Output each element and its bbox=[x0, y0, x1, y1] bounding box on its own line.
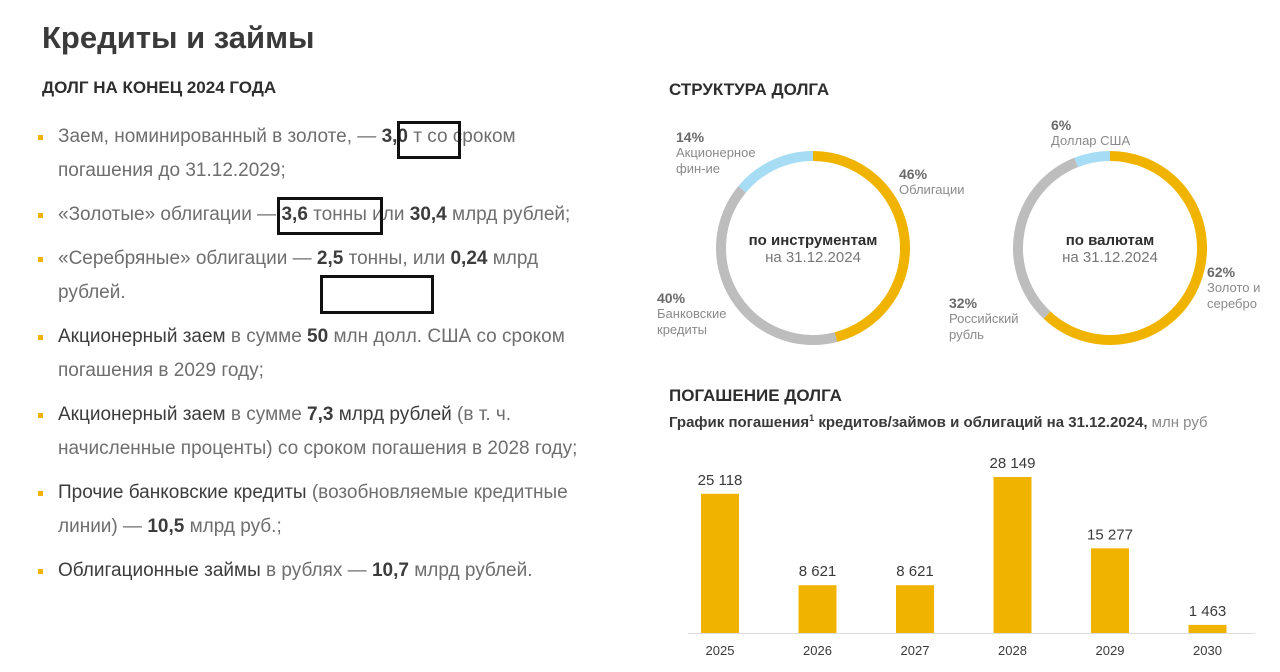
label-shareholder-financing-pct: 14% bbox=[676, 129, 705, 145]
bar-value-label: 8 621 bbox=[896, 563, 934, 581]
debt-item-text: 30,4 bbox=[409, 204, 447, 225]
x-tick-label: 2030 bbox=[1193, 643, 1222, 658]
donut-by-currency-center bbox=[1010, 232, 1210, 266]
debt-item-text: млн долл. США со сроком погашения в 2029 году; bbox=[58, 326, 565, 381]
bar-value-label: 15 277 bbox=[1087, 526, 1133, 544]
x-tick-label: 2026 bbox=[803, 643, 832, 658]
highlight-box-silver-bonds bbox=[320, 275, 434, 314]
debt-item bbox=[38, 320, 598, 388]
label-ruble-pct: 32% bbox=[949, 295, 978, 311]
label-bank-loans bbox=[657, 290, 726, 338]
debt-item-text: (возобновляемые кредитные линии) — bbox=[58, 482, 568, 537]
bar-value-label: 28 149 bbox=[989, 455, 1036, 472]
x-tick-label: 2027 bbox=[900, 643, 930, 658]
debt-item-text: Акционерный заем bbox=[58, 326, 226, 347]
label-shareholder-financing-line2: фин-ие bbox=[676, 161, 720, 176]
donut-by-instrument-center-title: по инструментам bbox=[748, 232, 878, 249]
donut-by-instrument-center-date: на 31.12.2024 bbox=[765, 249, 861, 266]
label-gold-silver-pct: 62% bbox=[1207, 264, 1236, 280]
debt-item-text: «Золотые» облигации — bbox=[58, 204, 282, 225]
debt-item-text: 50 bbox=[307, 326, 329, 347]
bullet-icon bbox=[38, 257, 43, 262]
x-tick-label: 2029 bbox=[1095, 643, 1125, 658]
bar-value-label: 1 463 bbox=[1188, 602, 1227, 620]
bar-value-label: 8 621 bbox=[798, 563, 837, 581]
highlight-box-gold-loan bbox=[397, 121, 461, 159]
bar-2030 bbox=[1189, 625, 1227, 633]
bar-2026 bbox=[799, 585, 837, 633]
label-usd bbox=[1051, 117, 1130, 149]
debt-item bbox=[38, 242, 598, 310]
label-usd-text: Доллар США bbox=[1051, 133, 1131, 148]
repayment-subtitle-rest: кредитов/займов и облигаций на 31.12.2024, bbox=[814, 414, 1148, 431]
debt-item-text: млрд рублей. bbox=[58, 248, 539, 303]
label-ruble-line2: рубль bbox=[949, 327, 984, 342]
label-bonds-text: Облигации bbox=[899, 182, 965, 197]
debt-item-text: Заем, номинированный в золоте, — bbox=[58, 126, 382, 147]
bullet-icon bbox=[38, 135, 43, 140]
label-ruble bbox=[949, 295, 1019, 343]
debt-item-text: 3,0 bbox=[381, 126, 408, 147]
repayment-subtitle-unit: млн руб bbox=[1147, 414, 1208, 431]
debt-item-text: или bbox=[366, 204, 410, 225]
repayment-subtitle-bold: График погашения bbox=[669, 414, 810, 431]
debt-item-text: Облигационные займы bbox=[58, 560, 261, 581]
debt-item-text: Акционерный заем bbox=[58, 404, 226, 425]
label-usd-pct: 6% bbox=[1051, 117, 1072, 133]
debt-item bbox=[38, 398, 598, 466]
debt-item-text: Прочие банковские кредиты bbox=[58, 482, 307, 503]
bullet-icon bbox=[38, 213, 43, 218]
debt-item-text: в сумме bbox=[225, 404, 308, 425]
debt-section-title: ДОЛГ НА КОНЕЦ 2024 ГОДА bbox=[42, 78, 277, 97]
label-bank-loans-line1: Банковские bbox=[657, 306, 727, 321]
structure-title: СТРУКТУРА ДОЛГА bbox=[669, 80, 830, 99]
debt-item-text: тонны bbox=[307, 204, 367, 225]
debt-item-text: в рублях — bbox=[260, 560, 372, 581]
highlight-box-gold-bonds bbox=[277, 197, 383, 235]
bullet-icon bbox=[38, 491, 43, 496]
repayment-bar-chart bbox=[670, 450, 1280, 672]
debt-item-text: т bbox=[407, 126, 422, 147]
debt-item-text: «Серебряные» облигации — bbox=[58, 248, 317, 269]
page-title: Кредиты и займы bbox=[42, 20, 315, 55]
bullet-icon bbox=[38, 335, 43, 340]
bar-2025 bbox=[701, 494, 739, 633]
repayment-subtitle bbox=[669, 413, 1208, 431]
bar-2027 bbox=[896, 585, 934, 633]
debt-item-text: млрд рублей; bbox=[446, 204, 571, 225]
donut-by-currency-center-title: по валютам bbox=[1065, 232, 1155, 249]
debt-item-text: 3,6 bbox=[281, 204, 308, 225]
bar-2029 bbox=[1091, 548, 1129, 633]
label-bank-loans-line2: кредиты bbox=[657, 322, 708, 337]
repayment-subtitle-footnote: 1 bbox=[809, 413, 815, 423]
bar-value-label: 25 118 bbox=[697, 471, 743, 489]
debt-item-text: млрд рублей bbox=[333, 404, 452, 425]
x-tick-label: 2025 bbox=[705, 643, 735, 658]
label-shareholder-financing bbox=[676, 129, 756, 177]
donut-by-instrument-center bbox=[713, 232, 913, 266]
debt-item-text: 0,24 bbox=[450, 248, 488, 269]
debt-item-text: 10,7 bbox=[371, 560, 409, 581]
debt-item bbox=[38, 120, 598, 188]
label-gold-silver-line2: серебро bbox=[1207, 296, 1257, 311]
debt-item-text: 7,3 bbox=[307, 404, 334, 425]
label-bonds-pct: 46% bbox=[899, 166, 928, 182]
label-gold-silver-line1: Золото и bbox=[1207, 280, 1261, 295]
bullet-icon bbox=[38, 413, 43, 418]
bar-2028 bbox=[994, 477, 1032, 633]
bullet-icon bbox=[38, 569, 43, 574]
debt-item-text: млрд рублей. bbox=[408, 560, 533, 581]
label-shareholder-financing-line1: Акционерное bbox=[676, 145, 756, 160]
label-bank-loans-pct: 40% bbox=[657, 290, 686, 306]
label-gold-silver bbox=[1207, 264, 1260, 312]
debt-item-text: , или bbox=[402, 248, 451, 269]
debt-item-text: млрд руб.; bbox=[184, 516, 282, 537]
donut-by-currency-center-date: на 31.12.2024 bbox=[1062, 249, 1158, 266]
debt-item bbox=[38, 476, 598, 544]
repayment-title: ПОГАШЕНИЕ ДОЛГА bbox=[669, 386, 842, 405]
label-ruble-line1: Российский bbox=[949, 311, 1019, 326]
debt-item-text: тонны bbox=[343, 248, 403, 269]
debt-item bbox=[38, 554, 598, 588]
x-tick-label: 2028 bbox=[998, 643, 1027, 658]
currency-slice-2 bbox=[1076, 156, 1110, 162]
debt-item-text: (в т. ч. начисленные проценты) со сроком погашения в 2028 году; bbox=[58, 404, 578, 459]
debt-item-text: 2,5 bbox=[316, 248, 344, 269]
debt-item-text: 10,5 bbox=[147, 516, 185, 537]
debt-item-text: со сроком погашения до 31.12.2029; bbox=[58, 126, 516, 181]
debt-list bbox=[38, 120, 598, 598]
debt-item-text: в сумме bbox=[225, 326, 308, 347]
label-bonds bbox=[899, 166, 964, 198]
